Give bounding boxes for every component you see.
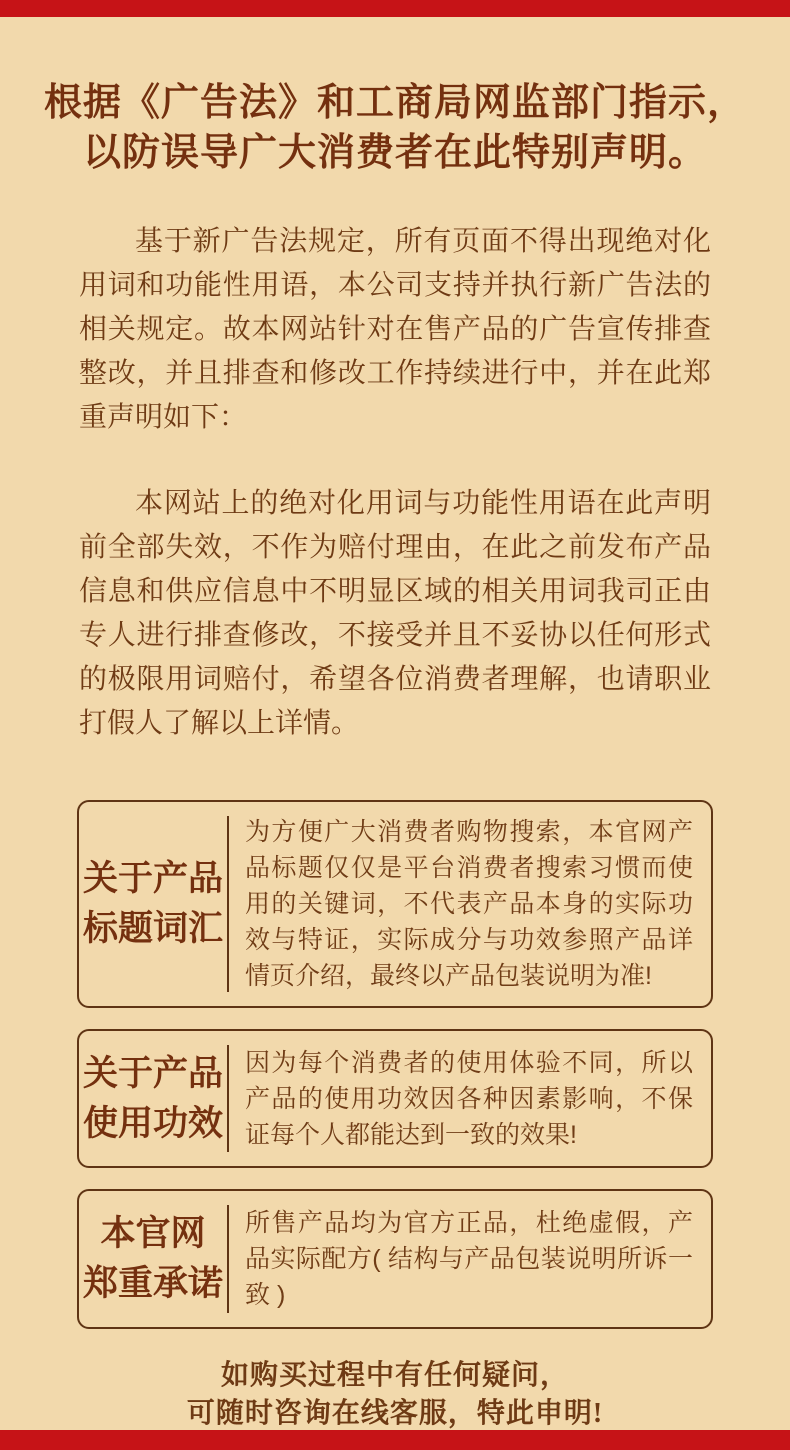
bottom-red-strip bbox=[0, 1430, 790, 1450]
notice-box-label bbox=[79, 1031, 227, 1166]
notice-box-list bbox=[77, 800, 713, 1329]
notice-box-label bbox=[79, 1191, 227, 1326]
footer-note-line-1: 如购买过程中有任何疑问， bbox=[220, 1359, 569, 1391]
notice-box-official-promise bbox=[77, 1189, 713, 1328]
page-title bbox=[0, 0, 790, 178]
notice-box-text: 所售产品均为官方正品，杜绝虚假，产品实际配方( 结构与产品包装说明所诉一致 ) bbox=[245, 1209, 693, 1310]
notice-box-label-line-1: 关于产品 bbox=[82, 859, 223, 899]
statement-paragraph-1: 基于新广告法规定，所有页面不得出现绝对化用词和功能性用语，本公司支持并执行新广告法的相关规定。故本网站针对在售产品的广告宣传排查整改，并且排查和修改工作持续进行中，并在此郑重声明如下： bbox=[79, 226, 711, 433]
footer-note bbox=[0, 1357, 790, 1433]
notice-box-product-title bbox=[77, 800, 713, 1008]
notice-box-label-line-2: 使用功效 bbox=[82, 1103, 223, 1143]
notice-box-label-line-1: 本官网 bbox=[100, 1214, 206, 1254]
notice-box-label-line-2: 郑重承诺 bbox=[82, 1264, 223, 1304]
notice-box-label-line-1: 关于产品 bbox=[82, 1054, 223, 1093]
notice-box-text: 为方便广大消费者购物搜索，本官网产品标题仅仅是平台消费者搜索习惯而使用的关键词，不代表产品本身的实际功效与特证，实际成分与功效参照产品详情页介绍，最终以产品包装说明为准! bbox=[245, 818, 693, 990]
top-red-strip bbox=[0, 0, 790, 17]
page-title-line-1: 根据《广告法》和工商局网监部门指示， bbox=[43, 82, 746, 124]
page-title-line-2: 以防误导广大消费者在此特别声明。 bbox=[82, 132, 707, 174]
notice-box-text: 因为每个消费者的使用体验不同，所以产品的使用功效因各种因素影响，不保证每个人都能达到一致的效果! bbox=[245, 1048, 693, 1149]
statement-paragraph-2: 本网站上的绝对化用词与功能性用语在此声明前全部失效，不作为赔付理由，在此之前发布产品信息和供应信息中不明显区域的相关用词我司正由专人进行排查修改，不接受并且不妥协以任何形式的极限用词赔付，希望各位消费者理解，也请职业打假人了解以上详情。 bbox=[79, 488, 711, 739]
notice-box-product-effect bbox=[77, 1029, 713, 1168]
footer-note-line-2: 可随时咨询在线客服，特此申明! bbox=[186, 1397, 604, 1429]
notice-box-label-line-2: 标题词汇 bbox=[82, 909, 223, 948]
notice-box-label bbox=[79, 836, 227, 971]
